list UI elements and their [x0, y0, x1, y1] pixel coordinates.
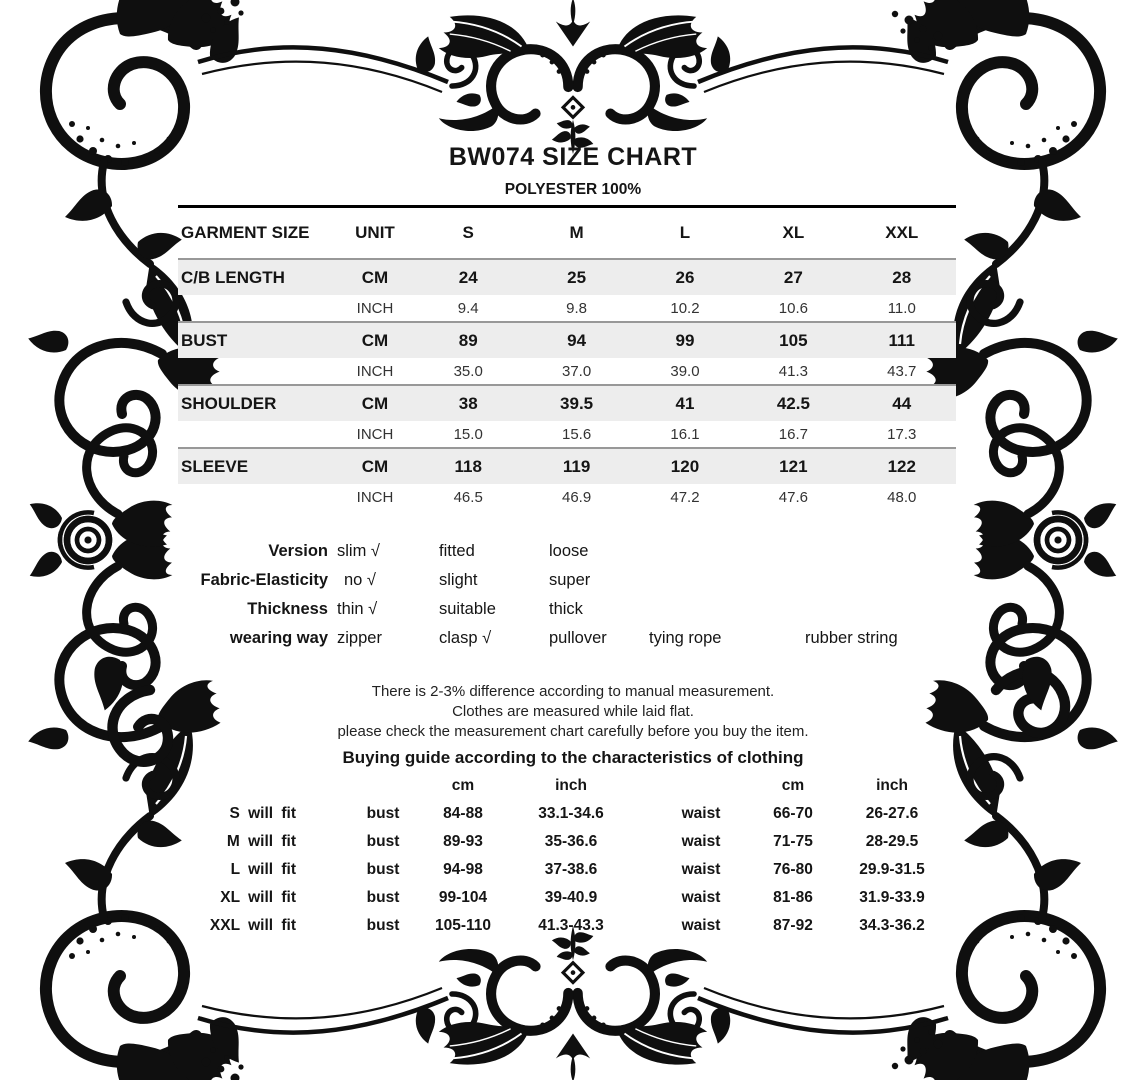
value-cell: 42.5 — [776, 393, 810, 413]
value-cell: 9.4 — [457, 299, 479, 317]
value-cell: 28 — [892, 267, 912, 287]
buying-guide-row-l — [178, 856, 956, 884]
attr-row-version — [178, 537, 956, 566]
waist-inch: 31.9-33.9 — [859, 889, 925, 906]
value-cell: 43.7 — [887, 362, 917, 380]
attr-row-thickness — [178, 595, 956, 624]
garment-attributes — [178, 537, 956, 653]
bust-inch: 41.3-43.3 — [538, 917, 604, 934]
value-cell: 15.0 — [453, 425, 483, 443]
attr-option: thin √ — [337, 600, 378, 618]
measurement-notes — [0, 682, 1146, 742]
value-cell: 9.8 — [566, 299, 588, 317]
waist-inch: 26-27.6 — [865, 805, 919, 822]
bust-inch: 33.1-34.6 — [538, 805, 604, 822]
bust-inch: 37-38.6 — [544, 861, 598, 878]
value-cell: 89 — [458, 330, 478, 350]
unit-cell: CM — [361, 267, 389, 287]
waist-inch: 28-29.5 — [865, 833, 919, 850]
fit-label: L will fit — [230, 861, 296, 878]
value-cell: 16.7 — [778, 425, 808, 443]
header-unit: UNIT — [355, 223, 395, 242]
value-cell: 16.1 — [670, 425, 700, 443]
table-row-shoulder-inch — [178, 421, 956, 447]
value-cell: 122 — [887, 456, 916, 476]
fabric-subtitle: POLYESTER 100% — [504, 181, 642, 198]
measure-label: bust — [366, 889, 400, 906]
waist-cm: 76-80 — [773, 861, 813, 878]
note-line: There is 2-3% difference according to manual measurement. — [371, 683, 775, 700]
row-label: BUST — [181, 330, 228, 350]
row-label: SLEEVE — [181, 456, 249, 476]
attr-label: Version — [268, 542, 328, 560]
header-size-l: L — [679, 223, 691, 242]
waist-inch: 34.3-36.2 — [859, 917, 925, 934]
bust-inch: 35-36.6 — [544, 833, 598, 850]
bust-cm: 94-98 — [443, 861, 483, 878]
measure-label: bust — [366, 917, 400, 934]
unit-cell: INCH — [356, 362, 394, 380]
page-title: BW074 SIZE CHART — [448, 143, 698, 171]
waist-inch: 29.9-31.5 — [859, 861, 925, 878]
attr-option: slim √ — [337, 542, 380, 560]
bust-cm: 84-88 — [443, 805, 483, 822]
value-cell: 39.0 — [670, 362, 700, 380]
unit-cell: CM — [361, 393, 389, 413]
attr-option: fitted — [439, 542, 475, 560]
attr-row-elasticity — [178, 566, 956, 595]
waist-cm: 81-86 — [773, 889, 813, 906]
attr-label: wearing way — [229, 629, 328, 647]
value-cell: 11.0 — [887, 299, 916, 317]
buying-guide-row-xxl — [178, 912, 956, 940]
value-cell: 121 — [779, 456, 808, 476]
value-cell: 35.0 — [453, 362, 483, 380]
attr-option: suitable — [439, 600, 496, 618]
bust-cm: 105-110 — [434, 917, 492, 934]
value-cell: 41.3 — [778, 362, 808, 380]
header-cm-bust: cm — [451, 777, 475, 794]
value-cell: 15.6 — [561, 425, 592, 443]
attr-option: zipper — [337, 629, 382, 647]
table-row-shoulder-cm — [178, 384, 956, 421]
buying-guide-header-row — [178, 772, 956, 800]
value-cell: 37.0 — [561, 362, 592, 380]
buying-guide-title: Buying guide according to the characteristics of clothing — [342, 748, 804, 767]
fit-label: S will fit — [229, 805, 296, 822]
attr-row-wearing-way — [178, 624, 956, 653]
waist-cm: 66-70 — [773, 805, 813, 822]
measure-label: waist — [681, 805, 721, 822]
table-row-sleeve-inch — [178, 484, 956, 510]
waist-cm: 87-92 — [773, 917, 813, 934]
table-row-bust-inch — [178, 358, 956, 384]
value-cell: 39.5 — [560, 393, 594, 413]
unit-cell: INCH — [356, 488, 394, 506]
bust-cm: 89-93 — [443, 833, 483, 850]
size-table — [178, 205, 956, 510]
header-cm-waist: cm — [781, 777, 805, 794]
value-cell: 47.2 — [670, 488, 700, 506]
value-cell: 105 — [779, 330, 808, 350]
header-size-xxl: XXL — [885, 223, 919, 242]
note-line: Clothes are measured while laid flat. — [452, 703, 694, 720]
measure-label: waist — [681, 917, 721, 934]
unit-cell: INCH — [356, 425, 394, 443]
row-label: C/B LENGTH — [181, 267, 285, 287]
measure-label: waist — [681, 889, 721, 906]
measure-label: waist — [681, 861, 721, 878]
header-size-s: S — [462, 223, 474, 242]
unit-cell: CM — [361, 330, 389, 350]
buying-guide-row-s — [178, 800, 956, 828]
attr-option: pullover — [549, 629, 607, 647]
value-cell: 48.0 — [887, 488, 917, 506]
attr-option: slight — [439, 571, 478, 589]
measure-label: bust — [366, 833, 400, 850]
buying-guide-row-xl — [178, 884, 956, 912]
note-line: please check the measurement chart carefully before you buy the item. — [337, 723, 809, 740]
value-cell: 99 — [675, 330, 695, 350]
value-cell: 27 — [783, 267, 803, 287]
value-cell: 10.6 — [778, 299, 808, 317]
attr-option: rubber string — [805, 629, 898, 647]
attr-option: tying rope — [649, 629, 722, 647]
attr-label: Thickness — [247, 600, 328, 618]
fit-label: XL will fit — [220, 889, 296, 906]
value-cell: 38 — [458, 393, 478, 413]
table-row-sleeve-cm — [178, 447, 956, 484]
value-cell: 118 — [454, 456, 482, 476]
measure-label: bust — [366, 861, 400, 878]
value-cell: 44 — [892, 393, 912, 413]
value-cell: 10.2 — [670, 299, 700, 317]
attr-label: Fabric-Elasticity — [200, 571, 328, 589]
fit-label: XXL will fit — [209, 917, 296, 934]
value-cell: 24 — [458, 267, 478, 287]
attr-option: no √ — [344, 571, 376, 589]
table-row-cb-length-inch — [178, 295, 956, 321]
buying-guide-table — [178, 772, 956, 940]
value-cell: 94 — [567, 330, 587, 350]
header-inch-waist: inch — [876, 777, 908, 794]
header-size-xl: XL — [782, 223, 805, 242]
value-cell: 25 — [567, 267, 587, 287]
value-cell: 47.6 — [778, 488, 808, 506]
header-inch-bust: inch — [555, 777, 587, 794]
value-cell: 119 — [562, 456, 591, 476]
bust-cm: 99-104 — [438, 889, 488, 906]
value-cell: 111 — [888, 330, 915, 350]
table-row-bust-cm — [178, 321, 956, 358]
attr-option: thick — [549, 600, 583, 618]
buying-guide-row-m — [178, 828, 956, 856]
header-garment-size: GARMENT SIZE — [181, 223, 310, 242]
value-cell: 120 — [670, 456, 700, 476]
measure-label: bust — [366, 805, 400, 822]
row-label: SHOULDER — [181, 393, 277, 413]
bust-inch: 39-40.9 — [544, 889, 598, 906]
value-cell: 17.3 — [887, 425, 917, 443]
value-cell: 41 — [675, 393, 695, 413]
attr-option: super — [549, 571, 591, 589]
header-size-m: M — [569, 223, 584, 242]
waist-cm: 71-75 — [773, 833, 813, 850]
measure-label: waist — [681, 833, 721, 850]
size-table-header-row — [178, 208, 956, 258]
unit-cell: INCH — [356, 299, 394, 317]
fit-label: M will fit — [226, 833, 296, 850]
table-row-cb-length-cm — [178, 258, 956, 295]
unit-cell: CM — [361, 456, 389, 476]
attr-option: clasp √ — [439, 629, 492, 647]
attr-option: loose — [549, 542, 589, 560]
value-cell: 26 — [675, 267, 695, 287]
value-cell: 46.9 — [561, 488, 592, 506]
value-cell: 46.5 — [453, 488, 483, 506]
